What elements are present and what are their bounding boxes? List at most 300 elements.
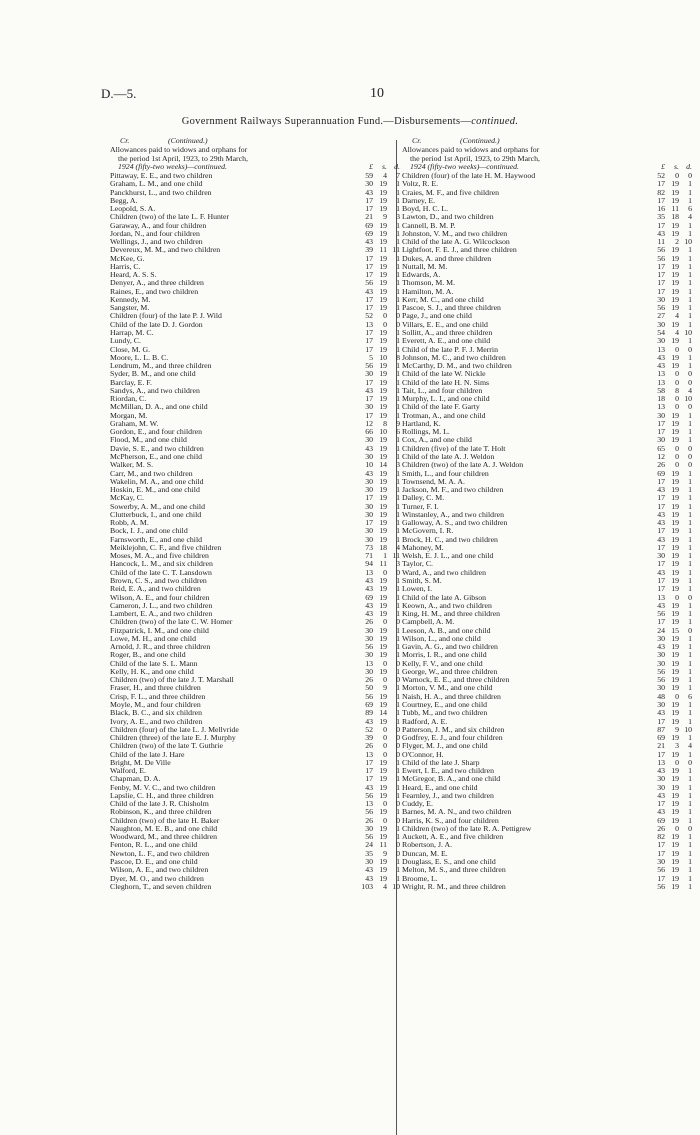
pounds-value: 56 [365,642,373,652]
pounds-value: 30 [657,658,665,668]
payee-name: Children (two) of the late J. T. Marshall [110,676,234,685]
pence-value: 1 [688,848,692,858]
shillings-value: 19 [671,790,679,800]
pence-value: 0 [688,452,692,461]
shillings-value: 19 [671,559,679,569]
payee-name: Kelly, H. K., and one child [110,667,194,676]
shillings-value: 19 [379,609,387,619]
pounds-value: 43 [365,385,373,395]
payee-name: Broome, L. [402,874,438,883]
payee-name: Lambert, E. A., and two children [110,610,213,619]
allowance-row [402,825,692,833]
pence-value: 1 [688,228,692,238]
payee-name: Naughton, M. E. B., and one child [110,824,218,833]
pence-value: 1 [688,493,692,503]
shillings-value: 0 [383,724,387,734]
shillings-value: 19 [671,361,679,371]
allowance-row [402,370,692,378]
allowance-row [402,312,692,320]
pence-value: 8 [396,352,400,362]
allowance-row [110,279,400,287]
allowance-row [402,800,692,808]
pounds-value: 43 [365,468,373,478]
pence-value: 1 [688,559,692,569]
pence-value: 1 [688,617,692,627]
allowance-row [110,478,400,486]
pounds-value: 17 [657,418,665,428]
pence-value: 1 [688,187,692,197]
pence-value: 0 [688,402,692,412]
shillings-value: 4 [675,328,679,338]
payee-name: Pittaway, E. E., and two children [110,171,213,180]
allowance-row [110,494,400,502]
allowance-row [402,767,692,775]
shillings-value: 19 [379,509,387,519]
pounds-value: 17 [657,261,665,271]
payee-name: Dalley, C. M. [402,494,445,503]
pounds-value: 26 [365,815,373,825]
shillings-value: 0 [675,460,679,470]
pounds-value: 43 [365,237,373,247]
allowance-row [402,197,692,205]
allowance-row [110,800,400,808]
pence-value: 1 [688,782,692,792]
shillings-value: 11 [379,245,387,255]
pounds-value: 17 [657,526,665,536]
payee-name: Carr, M., and two children [110,469,193,478]
allowance-row [402,238,692,246]
allowance-row [110,875,400,883]
payee-name: Child of the late A. J. Weldon [402,453,495,461]
pence-value: 1 [688,584,692,594]
shillings-value: 19 [379,179,387,189]
allowance-row [402,230,692,238]
pence-value: 1 [396,873,400,883]
shillings-value: 19 [671,815,679,825]
pence-value: 1 [688,683,692,693]
pence-value: 1 [396,716,400,726]
pence-value: 1 [688,666,692,676]
allowance-row [110,693,400,701]
pounds-value: 17 [365,253,373,263]
pence-value: 1 [688,881,692,891]
payee-name: Hancock, L. M., and six children [110,560,213,569]
allowance-row [402,511,692,519]
payee-name: Dukes, A. and three children [402,254,492,263]
allowance-row [402,222,692,230]
pence-value: 1 [396,344,400,354]
payee-name: Everett, A. E., and one child [402,337,491,346]
allowance-row [402,660,692,668]
payee-name: Harris, C. [110,262,141,271]
payee-name: Radford, A. E. [402,717,448,726]
pence-value: 1 [396,237,400,247]
payee-name: Children (two) of the late L. F. Hunter [110,213,230,222]
payee-name: McKay, C. [110,494,144,503]
shillings-value: 19 [671,584,679,594]
payee-name: Chapman, D. A. [110,775,161,784]
shillings-value: 19 [671,766,679,776]
pounds-value: 43 [657,807,665,817]
pence-value: 1 [396,385,400,395]
payee-name: Bright, M. De Ville [110,758,171,767]
pounds-value: 39 [365,245,373,255]
pence-value: 1 [688,658,692,668]
shillings-value: 19 [379,716,387,726]
pounds-value: 26 [365,617,373,627]
allowance-row [402,461,692,469]
shillings-value: 19 [671,567,679,577]
pounds-value: 17 [365,261,373,271]
shillings-value: 8 [675,385,679,395]
pence-value: 1 [396,774,400,784]
pounds-value: 65 [657,443,665,453]
allowance-row [402,784,692,792]
shillings-value: 19 [379,228,387,238]
payee-name: Douglass, E. S., and one child [402,858,496,867]
allowance-row [110,271,400,279]
pounds-value: 17 [657,575,665,585]
allowance-row [110,784,400,792]
shillings-value: 19 [671,518,679,528]
pounds-value: 30 [657,683,665,693]
pence-value: 1 [688,435,692,445]
allowance-row [402,346,692,354]
pounds-value: 30 [365,650,373,660]
pence-value: 1 [688,749,692,759]
allowance-row [110,180,400,188]
payee-name: Begg, A. [110,196,138,205]
payee-name: Voltz, R. E. [402,180,439,189]
allowance-row [402,817,692,825]
pence-value: 1 [396,766,400,776]
allowance-row [402,627,692,635]
payee-name: Farnsworth, E., and one child [110,535,203,544]
pounds-value: 43 [657,352,665,362]
pence-value: 0 [396,815,400,825]
allowance-row [110,726,400,734]
allowance-row [110,445,400,453]
pounds-value: 17 [657,716,665,726]
shillings-value: 19 [671,195,679,205]
allowance-row [402,478,692,486]
payee-name: Brock, H. C., and two children [402,535,498,544]
pounds-value: 52 [365,311,373,321]
payee-name: O'Connor, H. [402,750,444,759]
allowance-row [110,255,400,263]
pounds-value: 30 [365,526,373,536]
pounds-value: 21 [657,741,665,751]
payee-name: Fenton, R. L., and one child [110,841,198,850]
pence-value: 1 [396,857,400,867]
allowance-row [402,635,692,643]
pounds-value: 56 [657,675,665,685]
shillings-value: 9 [675,724,679,734]
payee-name: Child of the late J. R. Chisholm [110,800,209,809]
payee-name: Godfrey, E. J., and four children [402,734,503,743]
pounds-value: 43 [365,609,373,619]
pounds-value: 30 [365,501,373,511]
shillings-value: 19 [671,708,679,718]
pounds-value: 13 [365,799,373,809]
payee-name: Murphy, L. I., and one child [402,395,490,404]
payee-name: Cannell, B. M. P. [402,221,456,230]
pounds-value: 69 [657,815,665,825]
shillings-value: 19 [379,303,387,313]
payee-name: Welsh, E. J. L., and one child [402,552,494,561]
pence-value: 11 [392,551,400,561]
pence-value: 1 [396,666,400,676]
payee-name: Child of the late P. F. J. Merrin [402,345,498,354]
shillings-value: 19 [671,658,679,668]
shillings-value: 19 [671,352,679,362]
pence-value: 9 [396,418,400,428]
allowance-row [402,486,692,494]
pence-value: 1 [396,394,400,404]
pence-value: 1 [396,633,400,643]
payee-name: Reid, E. A., and two children [110,585,201,594]
pounds-value: 17 [365,493,373,503]
payee-name: Panckhurst, L., and two children [110,188,212,197]
shillings-value: 0 [675,344,679,354]
payee-name: Child of the late A. G. Wilcockson [402,238,510,247]
payee-name: Wellings, J., and two children [110,238,203,247]
allowance-row [402,205,692,213]
pence-value: 1 [396,452,400,461]
payee-name: Kennedy, M. [110,295,151,304]
allowance-row [110,238,400,246]
shillings-value: 19 [379,195,387,205]
pence-value: 1 [688,518,692,528]
shillings-value: 19 [379,493,387,503]
allowance-row [110,296,400,304]
payee-name: McKee, G. [110,254,145,263]
shillings-value: 19 [379,518,387,528]
pence-value: 1 [688,633,692,643]
pounds-value: 17 [657,195,665,205]
payee-name: Jackson, M. F., and two children [402,486,504,495]
allowance-row [402,279,692,287]
shillings-value: 0 [675,823,679,833]
pence-value: 1 [396,187,400,197]
allowance-row [402,321,692,329]
allowance-row [402,420,692,428]
allowance-row [110,461,400,469]
payee-name: Child of the late J. Sharp [402,758,480,767]
pence-value: 1 [688,361,692,371]
payee-name: Children (two) of the late H. Baker [110,816,220,825]
pence-value: 1 [396,228,400,238]
shillings-value: 19 [671,881,679,891]
pence-value: 1 [396,534,400,544]
shillings-value: 19 [671,286,679,296]
payee-name: Graham, L. M., and one child [110,180,203,189]
shillings-value: 19 [379,485,387,495]
pounds-value: 43 [657,485,665,495]
pounds-value: 30 [365,509,373,519]
pounds-value: 30 [657,857,665,867]
pence-value: 1 [688,840,692,850]
allowance-row [402,850,692,858]
payee-name: Child of the late H. N. Sims [402,378,490,387]
shillings-value: 19 [379,575,387,585]
allowance-row [402,379,692,387]
shillings-value: 0 [675,443,679,453]
shillings-value: 18 [379,542,387,552]
shillings-value: 19 [671,675,679,685]
allowance-row [110,602,400,610]
shillings-value: 19 [379,286,387,296]
pounds-value: 30 [657,699,665,709]
pounds-value: 66 [365,427,373,437]
shillings-value: 1 [383,551,387,561]
allowance-row [110,841,400,849]
pence-value: 1 [688,600,692,610]
shillings-value: 14 [379,708,387,718]
shillings-value: 0 [675,369,679,379]
pounds-value: 13 [365,567,373,577]
payee-name: Garaway, A., and four children [110,221,207,230]
pence-value: 0 [688,377,692,387]
payee-name: Sangster, M. [110,304,150,313]
payee-name: Wilson, A. E., and two children [110,866,209,875]
payee-name: Child of the late S. L. Mann [110,659,198,668]
pounds-value: 69 [365,220,373,230]
pence-value: 1 [396,179,400,189]
pence-value: 1 [688,410,692,420]
pence-value: 1 [396,832,400,842]
pence-value: 1 [688,567,692,577]
shillings-value: 19 [379,270,387,280]
allowance-row [110,395,400,403]
shillings-value: 19 [671,650,679,660]
shillings-value: 0 [675,592,679,602]
payee-name: Heard, E., and one child [402,783,478,792]
shillings-value: 19 [671,294,679,304]
pounds-value: 56 [365,691,373,701]
pence-value: 1 [396,377,400,387]
pounds-value: 56 [657,303,665,313]
payee-name: Johnson, M. C., and two children [402,353,506,362]
pence-value: 0 [396,741,400,751]
allowance-row [110,701,400,709]
allowance-row [110,775,400,783]
allowance-row [110,610,400,618]
allowance-row [110,312,400,320]
pounds-value: 26 [365,675,373,685]
pence-value: 1 [396,501,400,511]
pence-value: 1 [396,509,400,519]
shillings-value: 19 [379,237,387,247]
pence-value: 0 [396,799,400,809]
intro-line: 1924 (fifty-two weeks)—continued. [118,162,227,172]
pence-value: 1 [688,286,692,296]
pence-value: 0 [688,443,692,453]
pence-value: 1 [688,642,692,652]
shillings-value: 19 [379,220,387,230]
allowance-row [110,709,400,717]
pence-value: 1 [396,683,400,693]
pence-value: 1 [396,625,400,635]
shillings-value: 0 [383,658,387,668]
payee-name: Leeson, A. B., and one child [402,626,491,635]
allowance-row [110,767,400,775]
pence-value: 1 [396,642,400,652]
payee-name: Hamilton, M. A. [402,287,454,296]
allowance-row [110,197,400,205]
allowance-row [402,494,692,502]
pence-value: 1 [688,418,692,428]
shillings-value: 19 [379,534,387,544]
shillings-value: 19 [379,410,387,420]
pounds-value: 17 [365,344,373,354]
allowance-row [110,585,400,593]
pounds-value: 30 [365,534,373,544]
shillings-value: 19 [671,418,679,428]
pence-value: 1 [688,650,692,660]
payee-name: Ward, A., and two children [402,568,487,577]
pounds-value: 71 [365,551,373,561]
payee-name: Fraser, H., and three children [110,684,201,693]
allowance-row [110,751,400,759]
pence-value: 1 [396,195,400,205]
pounds-value: 56 [657,609,665,619]
pounds-value: 17 [365,518,373,528]
shillings-value: 19 [671,716,679,726]
allowance-row [402,189,692,197]
shillings-value: 9 [383,683,387,693]
payee-name: Clutterbuck, I., and one child [110,510,202,519]
payee-name: Wilson, A. E., and four children [110,593,210,602]
pence-value: 1 [396,303,400,313]
pounds-value: 56 [365,278,373,288]
allowance-row [110,362,400,370]
shillings-value: 19 [379,592,387,602]
shillings-value: 9 [383,212,387,222]
pounds-value: 13 [657,402,665,412]
page-number: 10 [370,86,384,101]
shillings-value: 19 [379,873,387,883]
pence-value: 1 [396,600,400,610]
allowance-row [110,734,400,742]
shillings-value: 19 [671,575,679,585]
pence-value: 10 [392,881,400,891]
allowance-list [402,172,692,891]
pounds-value: 30 [657,633,665,643]
allowance-row [402,362,692,370]
shillings-value: 15 [671,625,679,635]
shillings-value: 9 [383,848,387,858]
allowance-list [110,172,400,891]
pence-value: 1 [396,691,400,701]
pence-value: 1 [688,708,692,718]
pounds-value: 17 [365,757,373,767]
shillings-value: 19 [671,832,679,842]
shillings-value: 19 [379,294,387,304]
payee-name: Robertson, J. A. [402,841,453,850]
payee-name: Raines, E., and two children [110,287,199,296]
payee-name: Children (two) of the late A. J. Weldon [402,461,524,470]
allowance-row [402,858,692,866]
payee-name: Ewert, I. E., and two children [402,767,495,776]
pounds-value: 94 [365,559,373,569]
shillings-value: 19 [379,435,387,445]
pounds-value: 13 [657,369,665,379]
payee-name: Fearnley, J., and two children [402,791,494,800]
payee-name: Robinson, K., and three children [110,808,212,817]
shillings-value: 11 [379,559,387,569]
allowance-row [402,527,692,535]
